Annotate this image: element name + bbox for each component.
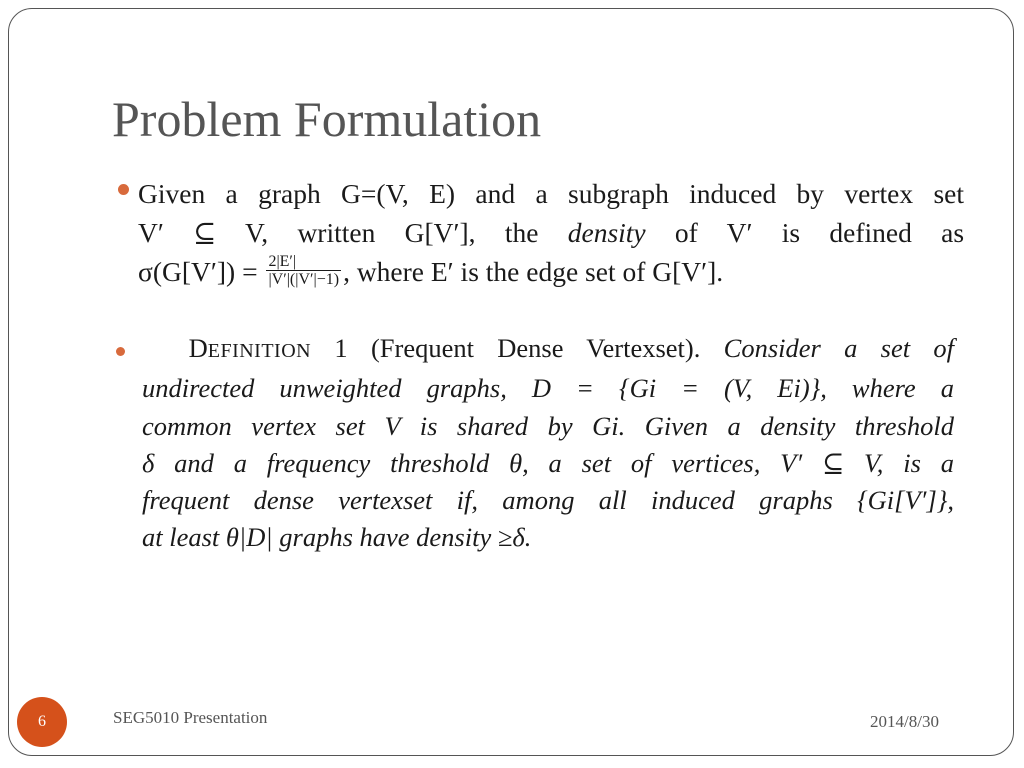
definition-line-1: DEFINITION 1 (Frequent Dense Vertexset). Consider a set of <box>188 333 955 363</box>
bullet-dot-icon <box>116 347 125 356</box>
density-fraction: $\frac{2|E'|}{|V'|(|V'|-1)}$ <box>268 253 340 289</box>
footer-date: 2014/8/30 <box>870 712 939 731</box>
bullet-1-text <box>138 174 964 292</box>
bullet-2-definition <box>142 330 954 557</box>
bullet-1-line-2: V′ ⊆ V, written G[V′], the density of V′ is defined as <box>138 217 965 248</box>
bullet-1-line-1: Given a graph G=(V, E) and a subgraph induced by vertex set <box>138 178 964 209</box>
definition-line-3: common vertex set V is shared by Gi. Given a density threshold <box>142 410 954 441</box>
definition-line-5: frequent dense vertexset if, among all induced graphs {Gi[V′]}, <box>142 485 954 516</box>
definition-line-4: δ and a frequency threshold θ, a set of vertices, V′ ⊆ V, is a <box>142 447 954 478</box>
definition-line-2: undirected unweighted graphs, D = {Gi = (V, Ei)}, where a <box>142 373 954 404</box>
bullet-dot-icon <box>118 184 129 195</box>
footer-presentation-name: SEG5010 Presentation <box>113 708 268 727</box>
slide-title: Problem Formulation <box>112 91 542 147</box>
page-number-badge: 6 <box>17 697 67 747</box>
definition-line-6: at least θ|D| graphs have density ≥δ. <box>142 522 532 553</box>
bullet-1-line-3: σ(G[V′]) = $\frac{2|E'|}{|V'|(|V'|-1)}$ , where E′ is the edge set of G[V′]. <box>138 253 724 289</box>
